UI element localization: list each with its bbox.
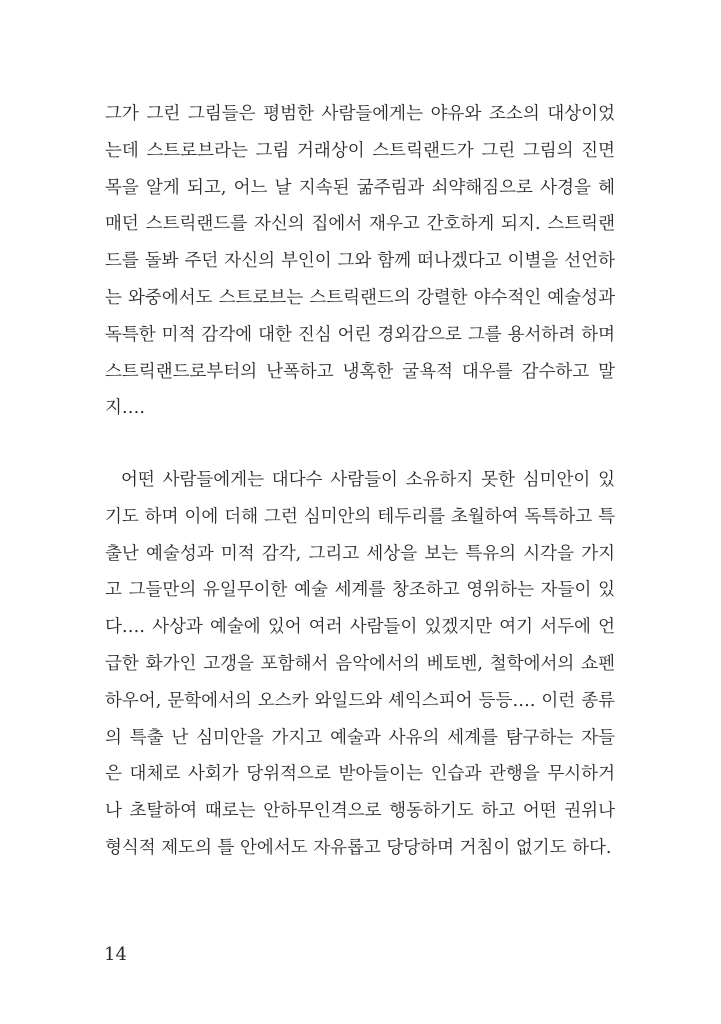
- text-line: 급한 화가인 고갱을 포함해서 음악에서의 베토벤, 철학에서의 쇼펜: [105, 653, 615, 674]
- text-line: 드를 돌봐 주던 자신의 부인이 그와 함께 떠나겠다고 이별을 선언하: [105, 251, 615, 272]
- text-line: 그가 그린 그림들은 평범한 사람들에게는 야유와 조소의 대상이었: [105, 104, 615, 124]
- text-line: 고 그들만의 유일무이한 예술 세계를 창조하고 영위하는 자들이 있: [105, 580, 615, 601]
- text-line: 독특한 미적 감각에 대한 진심 어린 경외감으로 그를 용서하려 하며: [105, 324, 615, 345]
- text-line: 나 초탈하여 때로는 안하무인격으로 행동하기도 하고 어떤 권위나: [105, 801, 615, 822]
- text-line: 기도 하며 이에 더해 그런 심미안의 테두리를 초월하여 독특하고 특: [105, 506, 615, 527]
- text-line: 스트릭랜드로부터의 난폭하고 냉혹한 굴욕적 대우를 감수하고 말: [105, 361, 615, 382]
- paragraph-1: [105, 96, 615, 427]
- text-line: 지….: [105, 398, 145, 419]
- text-line: 은 대체로 사회가 당위적으로 받아들이는 인습과 관행을 무시하거: [105, 764, 615, 785]
- text-line: 어떤 사람들에게는 대다수 사람들이 소유하지 못한 심미안이 있: [121, 470, 615, 490]
- text-line: 는 와중에서도 스트로브는 스트릭랜드의 강렬한 야수적인 예술성과: [105, 287, 615, 308]
- text-line: 출난 예술성과 미적 감각, 그리고 세상을 보는 특유의 시각을 가지: [105, 543, 615, 564]
- paragraph-2: [105, 462, 615, 867]
- text-line: 의 특출 난 심미안을 가지고 예술과 사유의 세계를 탐구하는 자들: [105, 727, 615, 748]
- text-line: 는데 스트로브라는 그림 거래상이 스트릭랜드가 그린 그림의 진면: [105, 140, 615, 161]
- text-line: 하우어, 문학에서의 오스카 와일드와 셰익스피어 등등…. 이런 종류: [105, 690, 615, 711]
- text-line: 매던 스트릭랜드를 자신의 집에서 재우고 간호하게 되지. 스트릭랜: [105, 214, 615, 235]
- text-line: 다…. 사상과 예술에 있어 여러 사람들이 있겠지만 여기 서두에 언: [105, 617, 615, 638]
- page-number: 14: [104, 944, 127, 965]
- text-line: 목을 알게 되고, 어느 날 지속된 굶주림과 쇠약해짐으로 사경을 헤: [105, 177, 615, 198]
- text-line: 형식적 제도의 틀 안에서도 자유롭고 당당하며 거침이 없기도 하다.: [105, 837, 612, 858]
